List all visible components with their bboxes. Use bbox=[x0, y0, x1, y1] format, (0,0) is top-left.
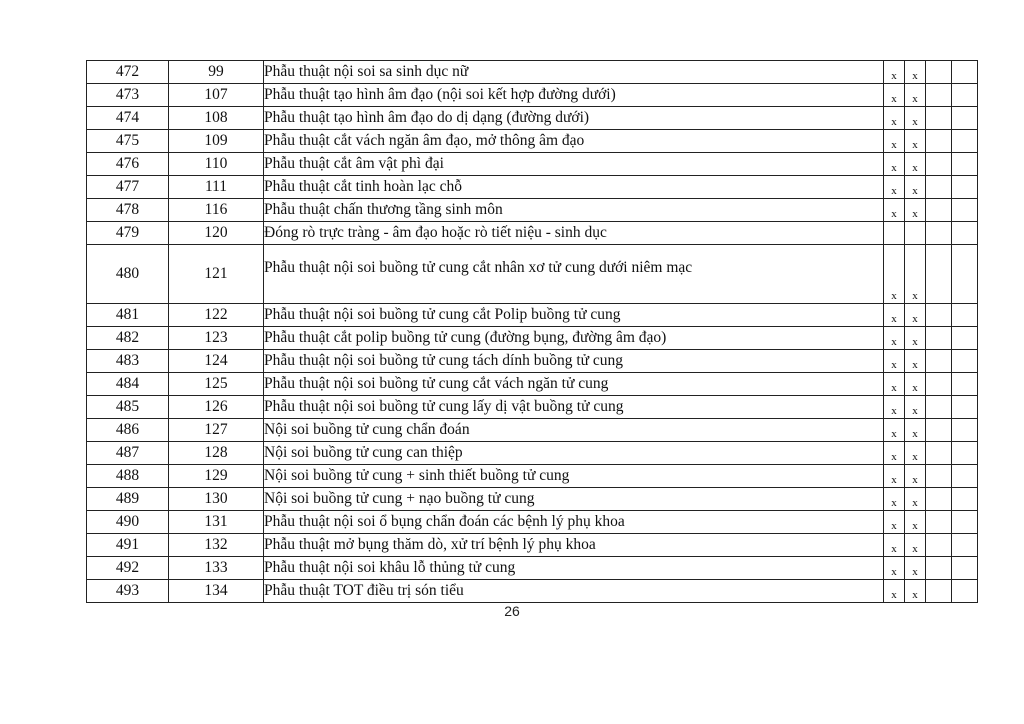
row-mark-cell-1: x bbox=[884, 245, 905, 304]
row-code-cell: 125 bbox=[169, 373, 264, 396]
row-empty-cell-3 bbox=[926, 107, 952, 130]
row-mark-cell-2: x bbox=[905, 419, 926, 442]
table-row bbox=[87, 488, 978, 511]
row-procedure-name-cell: Phẫu thuật tạo hình âm đạo do dị dạng (đường dưới) bbox=[264, 107, 884, 130]
table-body bbox=[87, 61, 978, 603]
row-stt-cell: 473 bbox=[87, 84, 169, 107]
row-empty-cell-4 bbox=[952, 176, 978, 199]
row-code-cell: 99 bbox=[169, 61, 264, 84]
row-mark-cell-1: x bbox=[884, 153, 905, 176]
row-empty-cell-3 bbox=[926, 84, 952, 107]
table-row bbox=[87, 511, 978, 534]
row-mark-cell-1: x bbox=[884, 327, 905, 350]
row-empty-cell-3 bbox=[926, 465, 952, 488]
table-row bbox=[87, 130, 978, 153]
row-mark-cell-2: x bbox=[905, 557, 926, 580]
row-stt-cell: 486 bbox=[87, 419, 169, 442]
row-mark-cell-2: x bbox=[905, 84, 926, 107]
row-code-cell: 129 bbox=[169, 465, 264, 488]
row-stt-cell: 474 bbox=[87, 107, 169, 130]
table-row bbox=[87, 557, 978, 580]
row-mark-cell-2: x bbox=[905, 327, 926, 350]
row-procedure-name-cell: Phẫu thuật mở bụng thăm dò, xử trí bệnh lý phụ khoa bbox=[264, 534, 884, 557]
row-empty-cell-4 bbox=[952, 107, 978, 130]
row-procedure-name-cell: Phẫu thuật nội soi sa sinh dục nữ bbox=[264, 61, 884, 84]
row-mark-cell-1: x bbox=[884, 130, 905, 153]
row-stt-cell: 493 bbox=[87, 580, 169, 603]
table-row bbox=[87, 465, 978, 488]
row-empty-cell-4 bbox=[952, 373, 978, 396]
row-procedure-name-cell: Nội soi buồng tử cung + nạo buồng tử cung bbox=[264, 488, 884, 511]
row-empty-cell-3 bbox=[926, 222, 952, 245]
row-mark-cell-2: x bbox=[905, 304, 926, 327]
row-empty-cell-3 bbox=[926, 130, 952, 153]
row-code-cell: 132 bbox=[169, 534, 264, 557]
row-code-cell: 111 bbox=[169, 176, 264, 199]
row-mark-cell-1: x bbox=[884, 396, 905, 419]
row-procedure-name-cell: Phẫu thuật nội soi buồng tử cung cắt vách ngăn tử cung bbox=[264, 373, 884, 396]
row-procedure-name-cell: Phẫu thuật nội soi buồng tử cung tách dính buồng tử cung bbox=[264, 350, 884, 373]
row-code-cell: 123 bbox=[169, 327, 264, 350]
row-code-cell: 130 bbox=[169, 488, 264, 511]
row-mark-cell-2: x bbox=[905, 511, 926, 534]
row-code-cell: 124 bbox=[169, 350, 264, 373]
row-stt-cell: 480 bbox=[87, 245, 169, 304]
row-stt-cell: 490 bbox=[87, 511, 169, 534]
row-empty-cell-4 bbox=[952, 199, 978, 222]
row-empty-cell-4 bbox=[952, 557, 978, 580]
row-empty-cell-4 bbox=[952, 61, 978, 84]
table-row bbox=[87, 396, 978, 419]
row-stt-cell: 479 bbox=[87, 222, 169, 245]
table-row bbox=[87, 176, 978, 199]
row-mark-cell-1: x bbox=[884, 511, 905, 534]
row-mark-cell-1: x bbox=[884, 107, 905, 130]
row-empty-cell-3 bbox=[926, 176, 952, 199]
row-mark-cell-2: x bbox=[905, 153, 926, 176]
table-row bbox=[87, 199, 978, 222]
row-stt-cell: 478 bbox=[87, 199, 169, 222]
table-row bbox=[87, 222, 978, 245]
row-mark-cell-1: x bbox=[884, 534, 905, 557]
table-row bbox=[87, 245, 978, 304]
row-empty-cell-3 bbox=[926, 373, 952, 396]
row-mark-cell-1: x bbox=[884, 580, 905, 603]
row-empty-cell-3 bbox=[926, 153, 952, 176]
row-mark-cell-1 bbox=[884, 222, 905, 245]
row-code-cell: 122 bbox=[169, 304, 264, 327]
row-empty-cell-3 bbox=[926, 304, 952, 327]
row-procedure-name-cell: Phẫu thuật cắt tinh hoàn lạc chỗ bbox=[264, 176, 884, 199]
row-mark-cell-1: x bbox=[884, 176, 905, 199]
row-empty-cell-3 bbox=[926, 327, 952, 350]
row-stt-cell: 477 bbox=[87, 176, 169, 199]
row-mark-cell-1: x bbox=[884, 442, 905, 465]
row-procedure-name-cell: Phẫu thuật nội soi khâu lỗ thủng tử cung bbox=[264, 557, 884, 580]
table-row bbox=[87, 350, 978, 373]
row-mark-cell-2 bbox=[905, 222, 926, 245]
row-stt-cell: 472 bbox=[87, 61, 169, 84]
table-row bbox=[87, 373, 978, 396]
row-code-cell: 108 bbox=[169, 107, 264, 130]
row-stt-cell: 489 bbox=[87, 488, 169, 511]
row-procedure-name-cell: Đóng rò trực tràng - âm đạo hoặc rò tiết niệu - sinh dục bbox=[264, 222, 884, 245]
row-stt-cell: 483 bbox=[87, 350, 169, 373]
row-empty-cell-4 bbox=[952, 153, 978, 176]
row-code-cell: 128 bbox=[169, 442, 264, 465]
table-row bbox=[87, 107, 978, 130]
row-empty-cell-3 bbox=[926, 488, 952, 511]
page-number: 26 bbox=[504, 603, 520, 619]
table-row bbox=[87, 419, 978, 442]
row-empty-cell-4 bbox=[952, 396, 978, 419]
row-code-cell: 116 bbox=[169, 199, 264, 222]
row-empty-cell-3 bbox=[926, 419, 952, 442]
row-empty-cell-4 bbox=[952, 419, 978, 442]
row-mark-cell-2: x bbox=[905, 245, 926, 304]
procedure-table bbox=[86, 60, 978, 603]
row-mark-cell-1: x bbox=[884, 199, 905, 222]
table-row bbox=[87, 534, 978, 557]
row-empty-cell-4 bbox=[952, 534, 978, 557]
row-mark-cell-1: x bbox=[884, 557, 905, 580]
row-code-cell: 134 bbox=[169, 580, 264, 603]
row-mark-cell-1: x bbox=[884, 61, 905, 84]
row-mark-cell-2: x bbox=[905, 176, 926, 199]
row-empty-cell-4 bbox=[952, 465, 978, 488]
row-code-cell: 131 bbox=[169, 511, 264, 534]
row-mark-cell-2: x bbox=[905, 465, 926, 488]
row-code-cell: 109 bbox=[169, 130, 264, 153]
row-empty-cell-4 bbox=[952, 442, 978, 465]
row-code-cell: 107 bbox=[169, 84, 264, 107]
row-stt-cell: 488 bbox=[87, 465, 169, 488]
row-mark-cell-2: x bbox=[905, 534, 926, 557]
table-row bbox=[87, 442, 978, 465]
row-procedure-name-cell: Phẫu thuật nội soi buồng tử cung lấy dị vật buồng tử cung bbox=[264, 396, 884, 419]
row-mark-cell-2: x bbox=[905, 488, 926, 511]
row-mark-cell-2: x bbox=[905, 373, 926, 396]
row-stt-cell: 481 bbox=[87, 304, 169, 327]
row-empty-cell-3 bbox=[926, 534, 952, 557]
table-row bbox=[87, 84, 978, 107]
row-empty-cell-3 bbox=[926, 350, 952, 373]
row-stt-cell: 487 bbox=[87, 442, 169, 465]
row-stt-cell: 484 bbox=[87, 373, 169, 396]
row-stt-cell: 485 bbox=[87, 396, 169, 419]
row-mark-cell-2: x bbox=[905, 130, 926, 153]
row-mark-cell-2: x bbox=[905, 107, 926, 130]
row-mark-cell-2: x bbox=[905, 396, 926, 419]
row-stt-cell: 491 bbox=[87, 534, 169, 557]
row-code-cell: 127 bbox=[169, 419, 264, 442]
table-row bbox=[87, 61, 978, 84]
table-row bbox=[87, 153, 978, 176]
row-procedure-name-cell: Phẫu thuật nội soi ổ bụng chẩn đoán các bệnh lý phụ khoa bbox=[264, 511, 884, 534]
table-row bbox=[87, 327, 978, 350]
row-mark-cell-2: x bbox=[905, 580, 926, 603]
row-mark-cell-2: x bbox=[905, 442, 926, 465]
row-empty-cell-3 bbox=[926, 245, 952, 304]
table-row bbox=[87, 580, 978, 603]
row-mark-cell-1: x bbox=[884, 419, 905, 442]
row-mark-cell-1: x bbox=[884, 373, 905, 396]
row-procedure-name-cell: Phẫu thuật tạo hình âm đạo (nội soi kết hợp đường dưới) bbox=[264, 84, 884, 107]
row-procedure-name-cell: Nội soi buồng tử cung can thiệp bbox=[264, 442, 884, 465]
row-empty-cell-4 bbox=[952, 222, 978, 245]
row-mark-cell-1: x bbox=[884, 488, 905, 511]
row-code-cell: 126 bbox=[169, 396, 264, 419]
row-mark-cell-1: x bbox=[884, 350, 905, 373]
row-stt-cell: 475 bbox=[87, 130, 169, 153]
row-mark-cell-2: x bbox=[905, 199, 926, 222]
row-procedure-name-cell: Phẫu thuật cắt polip buồng tử cung (đường bụng, đường âm đạo) bbox=[264, 327, 884, 350]
row-mark-cell-1: x bbox=[884, 304, 905, 327]
table-row bbox=[87, 304, 978, 327]
row-procedure-name-cell: Phẫu thuật chấn thương tầng sinh môn bbox=[264, 199, 884, 222]
row-stt-cell: 482 bbox=[87, 327, 169, 350]
row-empty-cell-3 bbox=[926, 199, 952, 222]
row-mark-cell-1: x bbox=[884, 465, 905, 488]
row-empty-cell-4 bbox=[952, 488, 978, 511]
row-empty-cell-4 bbox=[952, 304, 978, 327]
row-code-cell: 121 bbox=[169, 245, 264, 304]
row-procedure-name-cell: Phẫu thuật cắt vách ngăn âm đạo, mở thông âm đạo bbox=[264, 130, 884, 153]
row-mark-cell-2: x bbox=[905, 61, 926, 84]
row-empty-cell-3 bbox=[926, 442, 952, 465]
row-empty-cell-3 bbox=[926, 61, 952, 84]
row-mark-cell-1: x bbox=[884, 84, 905, 107]
row-empty-cell-4 bbox=[952, 511, 978, 534]
row-empty-cell-3 bbox=[926, 396, 952, 419]
row-empty-cell-3 bbox=[926, 580, 952, 603]
row-stt-cell: 476 bbox=[87, 153, 169, 176]
row-empty-cell-4 bbox=[952, 84, 978, 107]
row-stt-cell: 492 bbox=[87, 557, 169, 580]
row-code-cell: 133 bbox=[169, 557, 264, 580]
row-empty-cell-4 bbox=[952, 350, 978, 373]
row-empty-cell-4 bbox=[952, 245, 978, 304]
row-code-cell: 110 bbox=[169, 153, 264, 176]
row-empty-cell-3 bbox=[926, 511, 952, 534]
row-empty-cell-4 bbox=[952, 580, 978, 603]
row-procedure-name-cell: Nội soi buồng tử cung + sinh thiết buồng tử cung bbox=[264, 465, 884, 488]
row-empty-cell-3 bbox=[926, 557, 952, 580]
row-mark-cell-2: x bbox=[905, 350, 926, 373]
row-empty-cell-4 bbox=[952, 130, 978, 153]
row-procedure-name-cell: Phẫu thuật cắt âm vật phì đại bbox=[264, 153, 884, 176]
row-procedure-name-cell: Phẫu thuật nội soi buồng tử cung cắt Polip buồng tử cung bbox=[264, 304, 884, 327]
row-procedure-name-cell: Phẫu thuật TOT điều trị són tiểu bbox=[264, 580, 884, 603]
row-procedure-name-cell: Nội soi buồng tử cung chẩn đoán bbox=[264, 419, 884, 442]
row-code-cell: 120 bbox=[169, 222, 264, 245]
row-empty-cell-4 bbox=[952, 327, 978, 350]
row-procedure-name-cell: Phẫu thuật nội soi buồng tử cung cắt nhân xơ tử cung dưới niêm mạc bbox=[264, 245, 884, 304]
